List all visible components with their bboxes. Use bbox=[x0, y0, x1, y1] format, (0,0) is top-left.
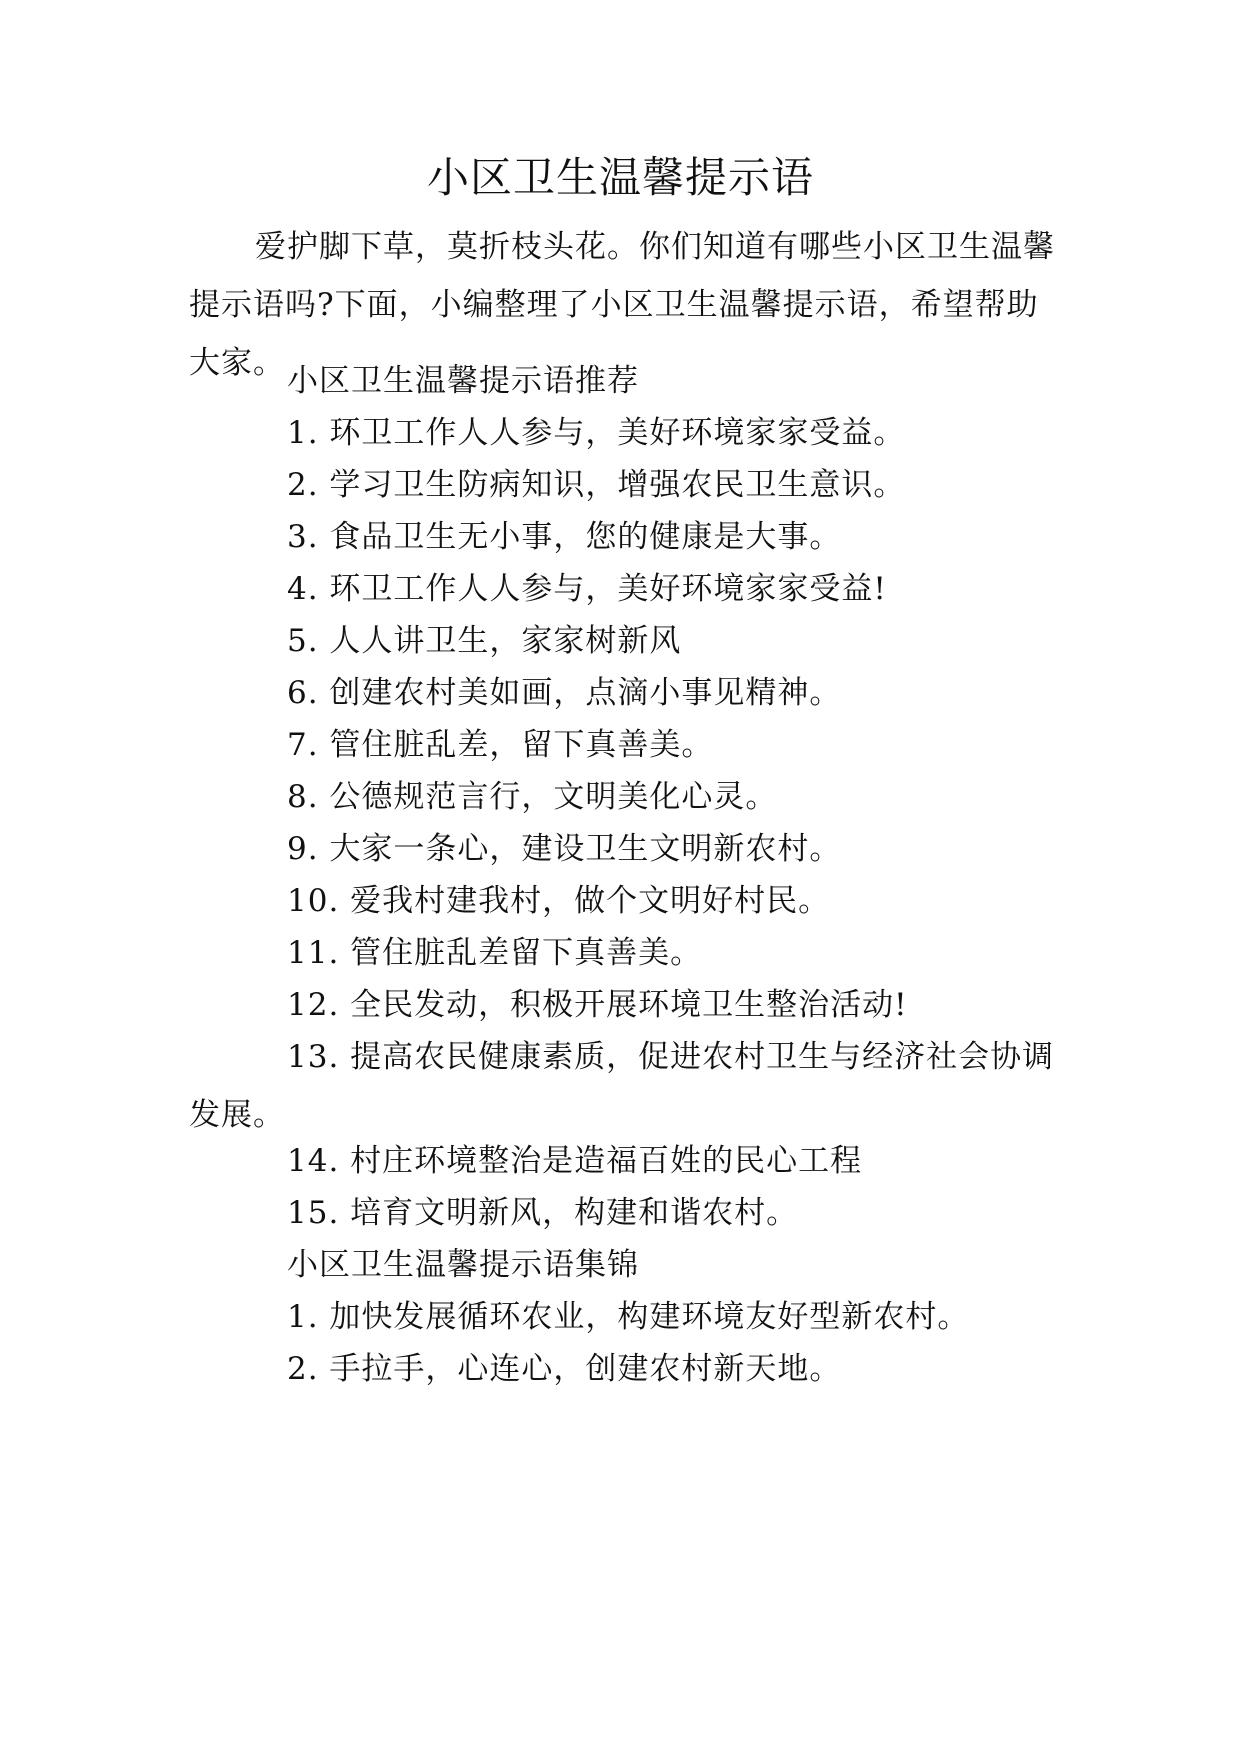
list-item: 14. 村庄环境整治是造福百姓的民心工程 bbox=[287, 1143, 863, 1179]
list-item: 15. 培育文明新风，构建和谐农村。 bbox=[287, 1195, 799, 1231]
intro-paragraph: 爱护脚下草，莫折枝头花。你们知道有哪些小区卫生温馨提示语吗?下面，小编整理了小区卫生温馨提示语，希望帮助大家。 bbox=[189, 229, 1055, 381]
list-item: 1. 环卫工作人人参与，美好环境家家受益。 bbox=[287, 415, 906, 451]
list-item: 9. 大家一条心，建设卫生文明新农村。 bbox=[287, 831, 842, 867]
list-item: 7. 管住脏乱差，留下真善美。 bbox=[287, 727, 714, 763]
list-item: 3. 食品卫生无小事，您的健康是大事。 bbox=[287, 519, 842, 555]
list-item: 8. 公德规范言行，文明美化心灵。 bbox=[287, 779, 778, 815]
list-item: 12. 全民发动，积极开展环境卫生整治活动! bbox=[287, 987, 908, 1023]
list-item: 2. 手拉手，心连心，创建农村新天地。 bbox=[287, 1351, 842, 1387]
section-heading-collection: 小区卫生温馨提示语集锦 bbox=[287, 1247, 639, 1283]
list-item: 2. 学习卫生防病知识，增强农民卫生意识。 bbox=[287, 467, 906, 503]
list-item: 11. 管住脏乱差留下真善美。 bbox=[287, 935, 703, 971]
list-item: 10. 爱我村建我村，做个文明好村民。 bbox=[287, 883, 831, 919]
section-heading-recommend: 小区卫生温馨提示语推荐 bbox=[287, 363, 639, 399]
list-item: 5. 人人讲卫生，家家树新风 bbox=[287, 623, 682, 659]
document-title: 小区卫生温馨提示语 bbox=[426, 153, 814, 202]
list-item: 13. 提高农民健康素质，促进农村卫生与经济社会协调发展。 bbox=[189, 1039, 1055, 1133]
list-item: 1. 加快发展循环农业，构建环境友好型新农村。 bbox=[287, 1299, 970, 1335]
list-item: 6. 创建农村美如画，点滴小事见精神。 bbox=[287, 675, 842, 711]
list-item: 4. 环卫工作人人参与，美好环境家家受益! bbox=[287, 571, 887, 607]
